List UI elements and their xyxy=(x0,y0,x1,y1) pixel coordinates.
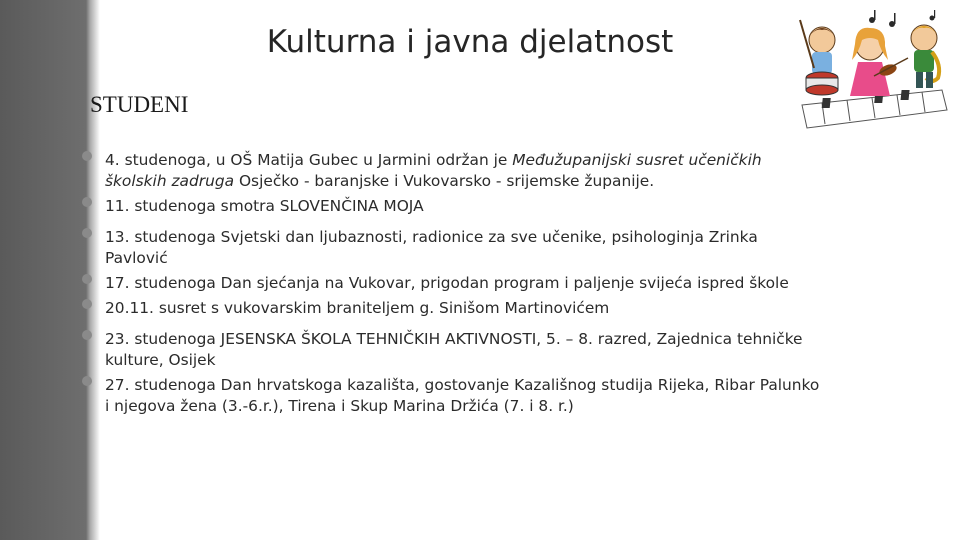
bullet-icon xyxy=(82,197,92,207)
item-text: 20.11. susret s vukovarskim braniteljem g. Sinišom Martinovićem xyxy=(105,299,610,317)
children-musicians-illustration xyxy=(792,10,952,130)
event-list xyxy=(80,150,820,427)
bullet-icon xyxy=(82,151,92,161)
list-item xyxy=(80,150,820,192)
list-item xyxy=(80,298,820,319)
item-text: 17. studenoga Dan sjećanja na Vukovar, prigodan program i paljenje svijeća ispred škole xyxy=(105,274,789,292)
item-text: 27. studenoga Dan hrvatskoga kazališta, gostovanje Kazališnog studija Rijeka, Ribar Palunko i njegova žena (3.-6.r.), Tirena i Skup Marina Držića (7. i 8. r.) xyxy=(105,376,820,415)
item-text-end: Osječko - baranjske i Vukovarsko - srijemske županije. xyxy=(234,172,655,190)
list-item xyxy=(80,329,820,371)
bullet-icon xyxy=(82,376,92,386)
bullet-icon xyxy=(82,228,92,238)
list-item xyxy=(80,227,820,269)
month-heading: STUDENI xyxy=(90,92,189,117)
bullet-icon xyxy=(82,274,92,284)
saxophonist-child-icon xyxy=(911,25,939,88)
item-text-start: 4. studenoga, u OŠ Matija Gubec u Jarmini održan je xyxy=(105,151,513,169)
list-item xyxy=(80,273,820,294)
slide-title: Kulturna i javna djelatnost xyxy=(266,24,674,60)
bullet-icon xyxy=(82,330,92,340)
item-text: 11. studenoga smotra SLOVENČINA MOJA xyxy=(105,197,424,215)
list-item xyxy=(80,196,820,217)
item-text: 23. studenoga JESENSKA ŠKOLA TEHNIČKIH AKTIVNOSTI, 5. – 8. razred, Zajednica tehničke kulture, Osijek xyxy=(105,330,803,369)
music-note-icon xyxy=(869,10,935,27)
drummer-child-icon xyxy=(800,20,838,95)
item-text-emphasis: Međužupanijski susret učeničkih školskih zadruga xyxy=(105,151,762,190)
violinist-child-icon xyxy=(850,28,908,96)
item-text: 13. studenoga Svjetski dan ljubaznosti, radionice za sve učenike, psihologinja Zrinka Pavlović xyxy=(105,228,758,267)
list-item xyxy=(80,375,820,417)
bullet-icon xyxy=(82,299,92,309)
